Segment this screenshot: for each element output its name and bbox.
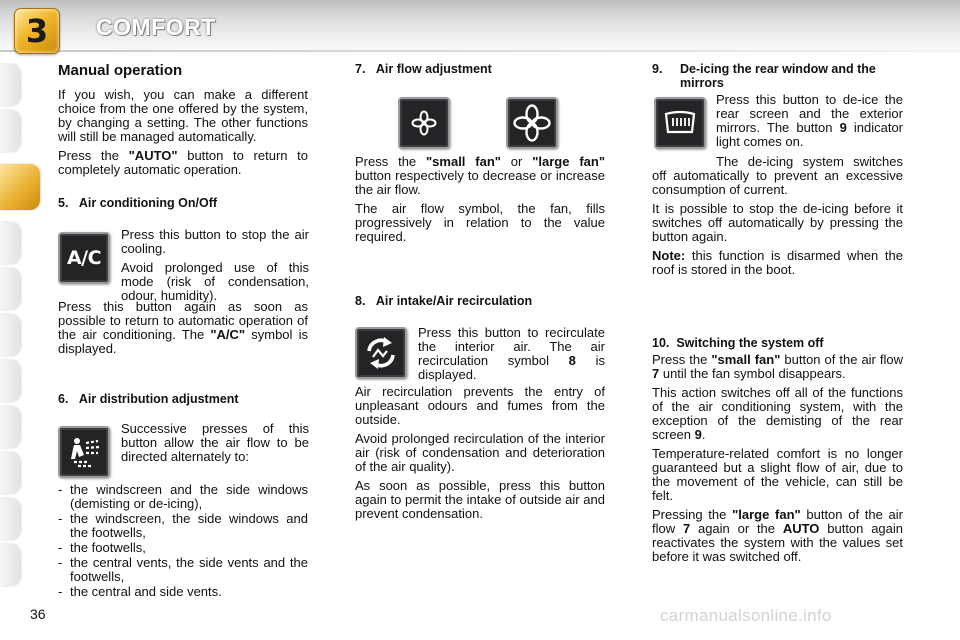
large-fan-icon bbox=[512, 103, 552, 143]
side-tab-10[interactable] bbox=[0, 498, 20, 540]
air-distribution-button-icon[interactable] bbox=[58, 426, 110, 478]
air-distribution-list bbox=[58, 483, 308, 599]
ac-button-icon[interactable] bbox=[58, 232, 110, 284]
list-item: - the central vents, the side vents and the footwells, bbox=[58, 556, 308, 584]
manual-operation-title: Manual operation bbox=[58, 62, 183, 79]
section6-side-text: Successive presses of this button allow the air flow to be directed alternately to: bbox=[121, 421, 309, 464]
chapter-number-badge: 3 bbox=[14, 8, 60, 54]
side-tab-5[interactable] bbox=[0, 268, 20, 310]
side-tab-8[interactable] bbox=[0, 406, 20, 448]
ac-icon-label: A/C bbox=[66, 247, 102, 269]
small-fan-button-icon[interactable] bbox=[398, 97, 450, 149]
section5-text-2: Avoid prolonged use of this mode (risk of condensation, odour, humidity). bbox=[121, 260, 309, 303]
list-item: - the central and side vents. bbox=[58, 585, 308, 599]
side-tab-3-active[interactable] bbox=[0, 164, 40, 210]
large-fan-button-icon[interactable] bbox=[506, 97, 558, 149]
section8-side-text: Press this button to recirculate the interior air. The air recirculation symbol 8 is displayed. bbox=[418, 325, 605, 382]
section8-heading: 8. Air intake/Air recirculation bbox=[355, 294, 533, 308]
list-item: - the windscreen and the side windows (demisting or de-icing), bbox=[58, 483, 308, 511]
small-fan-icon bbox=[409, 108, 439, 138]
section6-heading: 6. Air distribution adjustment bbox=[58, 392, 239, 406]
header-divider bbox=[0, 50, 960, 52]
manual-operation-intro: If you wish, you can make a different choice from the one offered by the system, by changing a setting. The other functions will still be managed automatically. bbox=[58, 87, 308, 144]
rear-defrost-button-icon[interactable] bbox=[654, 97, 706, 149]
section7-text: Press the "small fan" or "large fan" button respectively to decrease or increase the air flow. The air flow symbol, the fan, fills progressively in relation to the value required. bbox=[355, 154, 605, 244]
side-tab-4[interactable] bbox=[0, 222, 20, 264]
side-tab-2[interactable] bbox=[0, 110, 20, 152]
rear-defrost-icon bbox=[663, 110, 697, 136]
manual-operation-block bbox=[58, 62, 308, 182]
watermark: carmanualsonline.info bbox=[660, 606, 832, 625]
air-distribution-icon bbox=[66, 435, 102, 469]
recirculation-icon bbox=[362, 334, 400, 372]
section8-text: Air recirculation prevents the entry of unpleasant odours and fumes from the outside. Avoid prolonged recirculation of the interior air (risk of condensation and deterioration of the air quality). As soon as possible, press this button again to permit the intake of outside air and prevent condensation. bbox=[355, 384, 605, 521]
section5-heading: 5. Air conditioning On/Off bbox=[58, 196, 218, 210]
section9-side-text: Press this button to de-ice the rear screen and the exterior mirrors. The button 9 indicator light comes on. bbox=[716, 92, 903, 149]
section10-text: Press the "small fan" button of the air flow 7 until the fan symbol disappears. This action switches off all of the functions of the air conditioning system, with the exception of the demisting of the rear screen 9. Temperature-related comfort is no longer guaranteed but a slight flow of air, due to the movement of the vehicle, can still be felt. Pressing the "large fan" button of the air flow 7 again or the AUTO button again reactivates the system with the values set before it was switched off. bbox=[652, 352, 904, 564]
side-tab-7[interactable] bbox=[0, 360, 20, 402]
section9-heading: 9. De-icing the rear window and the mirrors bbox=[652, 62, 876, 90]
section6-list-block bbox=[58, 483, 308, 600]
section10-heading: 10. Switching the system off bbox=[652, 336, 824, 350]
section9-text: The de-icing system switches off automatically to prevent an excessive consumption of current. It is possible to stop the de-icing before it switches off automatically by pressing the button again. Note: this function is disarmed when the roof is stored in the boot. bbox=[652, 154, 903, 277]
page-number: 36 bbox=[30, 606, 46, 622]
section5-side-text bbox=[121, 228, 309, 308]
list-item: - the windscreen, the side windows and the footwells, bbox=[58, 512, 308, 540]
section5-text-1: Press this button to stop the air cooling. bbox=[121, 227, 309, 256]
section7-heading: 7. Air flow adjustment bbox=[355, 62, 492, 76]
list-item: - the footwells, bbox=[58, 541, 308, 555]
side-tab-6[interactable] bbox=[0, 314, 20, 356]
side-tab-9[interactable] bbox=[0, 452, 20, 494]
section5-text-3: Press this button again as soon as possible to return to automatic operation of the air conditioning. The "A/C" symbol is displayed. bbox=[58, 299, 308, 356]
chapter-title: COMFORT bbox=[96, 14, 216, 40]
side-tab-11[interactable] bbox=[0, 544, 20, 586]
recirculation-button-icon[interactable] bbox=[355, 327, 407, 379]
side-tab-1[interactable] bbox=[0, 64, 20, 106]
manual-operation-auto-text: Press the "AUTO" button to return to completely automatic operation. bbox=[58, 148, 309, 177]
